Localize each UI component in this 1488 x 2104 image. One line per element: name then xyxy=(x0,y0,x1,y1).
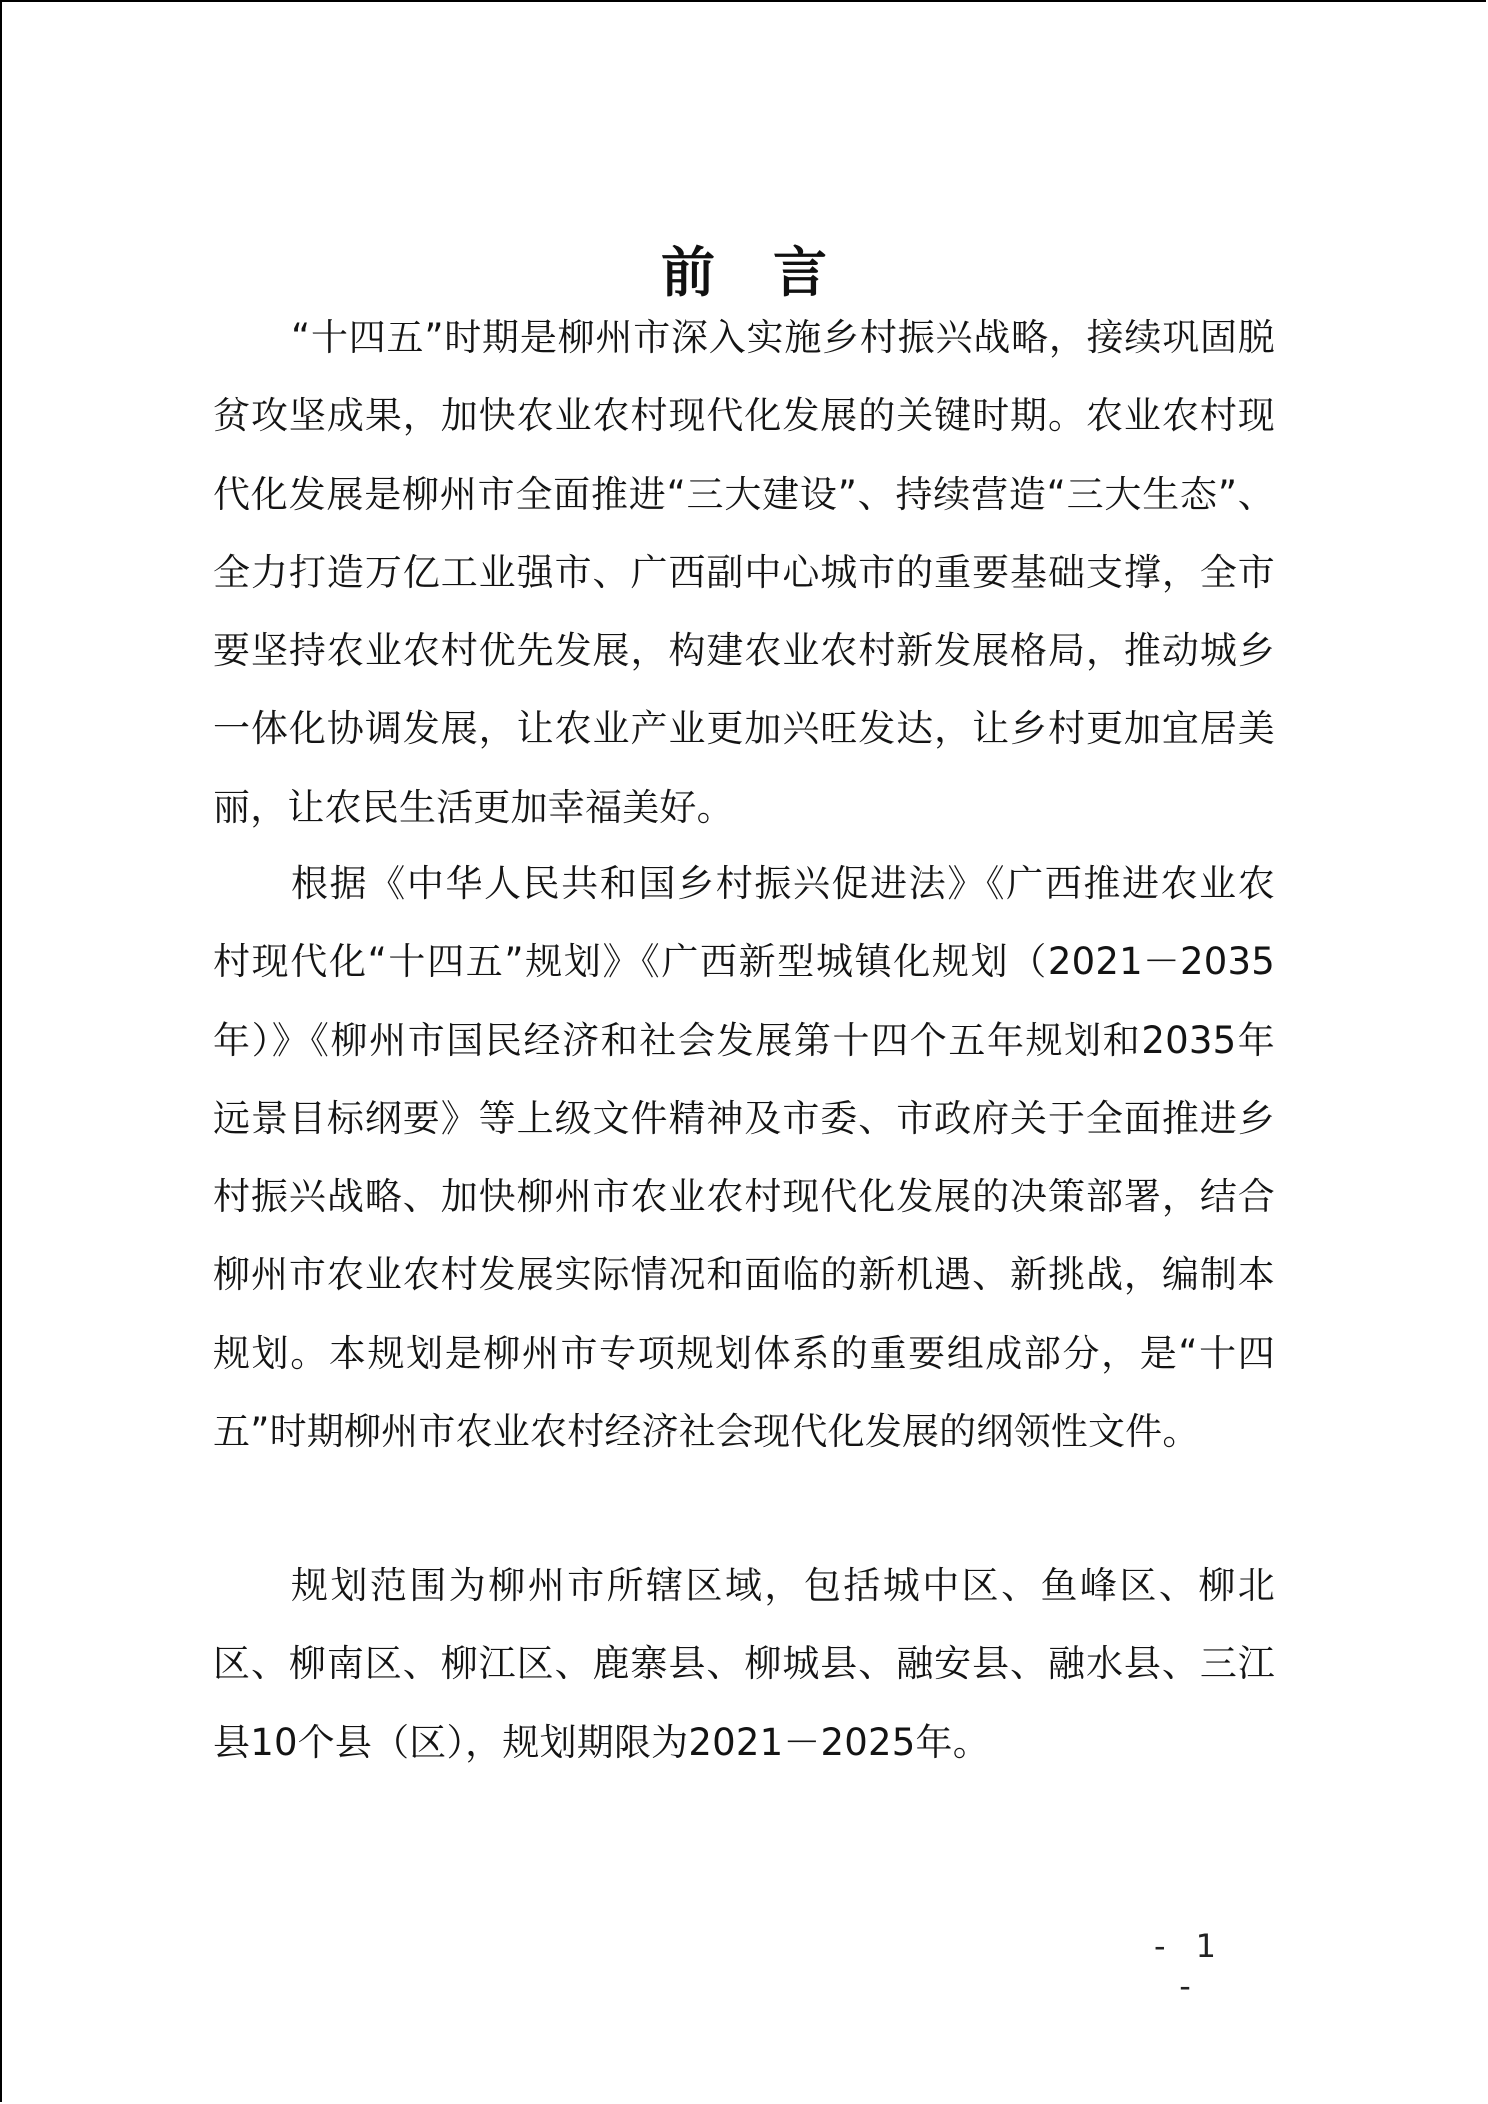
page-title: 前言 xyxy=(661,240,885,305)
page-number: - 1 - xyxy=(1153,1927,1227,2005)
paragraph-3: 规划范围为柳州市所辖区域，包括城中区、鱼峰区、柳北区、柳南区、柳江区、鹿寨县、柳城县、融安县、融水县、三江县10个县（区），规划期限为2021－2025年。 xyxy=(213,1564,1275,1764)
paragraph-1: “十四五”时期是柳州市深入实施乡村振兴战略，接续巩固脱贫攻坚成果，加快农业农村现代化发展的关键时期。农业农村现代化发展是柳州市全面推进“三大建设”、持续营造“三大生态”、全力打造万亿工业强市、广西副中心城市的重要基础支撑，全市要坚持农业农村优先发展，构建农业农村新发展格局，推动城乡一体化协调发展，让农业产业更加兴旺发达，让乡村更加宜居美丽，让农民生活更加幸福美好。 xyxy=(213,316,1275,829)
paragraph-2: 根据《中华人民共和国乡村振兴促进法》《广西推进农业农村现代化“十四五”规划》《广西新型城镇化规划（2021－2035年）》《柳州市国民经济和社会发展第十四个五年规划和2035年远景目标纲要》等上级文件精神及市委、市政府关于全面推进乡村振兴战略、加快柳州市农业农村现代化发展的决策部署，结合柳州市农业农村发展实际情况和面临的新机遇、新挑战，编制本规划。本规划是柳州市专项规划体系的重要组成部分，是“十四五”时期柳州市农业农村经济社会现代化发展的纲领性文件。 xyxy=(213,862,1275,1454)
